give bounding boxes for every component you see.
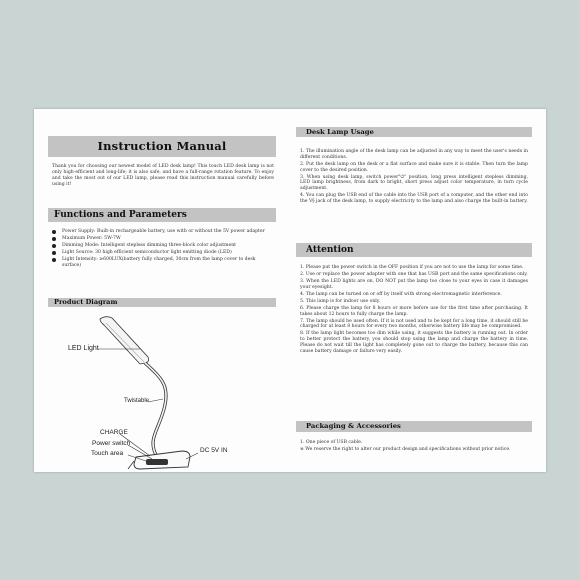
parameter-list [50,229,274,270]
usage-item: 1. The illumination angle of the desk lamp can be adjusted in any way to meet the user's needs in different conditions. [300,149,528,160]
bullet-icon [52,237,56,241]
attention-item: 2. Use or replace the power adapter with one that has USB port and the same specifications only. [300,271,528,277]
label-power-switch: Power switch [92,440,131,447]
functions-banner [48,208,276,222]
label-dc-in: DC 5V IN [200,447,228,454]
bullet-icon [52,251,56,255]
label-touch-area: Touch area [91,450,124,457]
manual-title-banner [48,136,276,157]
parameter-item: Power Supply: Built-in rechargeable battery, use with or without the 5V power adapter [50,229,274,235]
label-led-light: LED Light [68,345,99,352]
diagram-banner [48,298,276,307]
attention-item: 3. When the LED lights are on, DO NOT put the lamp too close to your eyes in case it damages your eyesight. [300,278,528,290]
usage-title: Desk Lamp Usage [306,128,374,136]
attention-banner [296,243,532,257]
parameter-item: Light Source: 30 high efficient semiconductor light emitting diode (LED) [50,250,274,256]
usage-item: 2. Put the desk lamp on the desk or a flat surface and make sure it is stable. Then turn the lamp cover to the desired position. [300,161,528,173]
label-twistable: Twistable [124,398,150,404]
parameter-item: Maximum Power: 5W-7W [50,236,274,242]
attention-item: 6. Please charge the lamp for 8 hours or more before use for the first time after purchasing. It takes about 12 hours to fully charge the lamp. [300,305,528,317]
intro-text: Thank you for choosing our newest model of LED desk lamp! This touch LED desk lamp is not only high-efficient and long-life; it is also safe, and have a full-range rotation feature. To enjoy and take the most out of our LED lamp, please read this instruction manual carefully before using it! [52,164,274,187]
attention-item: 5. This lamp is for indoor use only. [300,298,381,304]
attention-item: 8. If the lamp light becomes too dim while using, it suggests the battery is running out. In order to better protect the battery, you should stop using the lamp and charge the battery in time. Please do not wait till the light has completely gone out to charge the battery, because this can cause battery damage or failure very easily. [300,331,528,354]
packaging-item: ※ We reserve the right to alter our product design and specifications without prior notice. [300,446,511,452]
usage-banner [296,127,532,137]
attention-item: 1. Please put the power switch in the OFF position if you are not to use the lamp for some time. [300,265,524,270]
label-charge: CHARGE [100,429,128,436]
gooseneck-icon [145,363,166,455]
functions-title: Functions and Parameters [54,210,187,220]
packaging-item: 1. One piece of USB cable. [300,440,363,445]
lamp-head-icon [100,317,149,364]
bullet-icon [52,258,56,262]
usage-list [300,149,528,206]
attention-list [300,265,528,356]
lamp-diagram [48,309,276,471]
clamp-base-icon [128,451,190,469]
bullet-icon [52,230,56,234]
parameter-item: Light Intensity: ≥600LUX(battery fully charged, 30cm from the lamp cover to desk surface) [50,257,274,269]
diagram-title: Product Diagram [54,298,118,306]
usage-item: 3. When using desk lamp, switch power"⏻" position, long press intelligent stepless dimming, LED lamp brightness, from dark to bright, short press adjust color temperature, in turn cycle adjustment. [300,174,528,192]
packaging-title: Packaging & Accessories [306,422,401,430]
attention-item: 4. The lamp can be turned on or off by itself with strong electromagnetic interference. [300,291,502,297]
bullet-icon [52,244,56,248]
attention-item: 7. The lamp should be used often. If it is not used and to be kept for a long time, it should still be charged for at least 8 hours for every two months, otherwise battery life may be compromised. [300,318,528,330]
instruction-sheet [34,109,546,472]
parameter-item: Dimming Mode: Intelligent stepless dimming three-block color adjustment [50,243,274,249]
packaging-list [300,440,528,454]
usage-item: 4. You can plug the USB end of the cable into the USB port of a computer, and the other end into the V§ jack of the desk lamp, to supply electricity to the lamp and also charge the built-in battery. [300,193,528,204]
attention-title: Attention [306,245,354,255]
packaging-banner [296,421,532,432]
manual-title: Instruction Manual [97,139,227,153]
